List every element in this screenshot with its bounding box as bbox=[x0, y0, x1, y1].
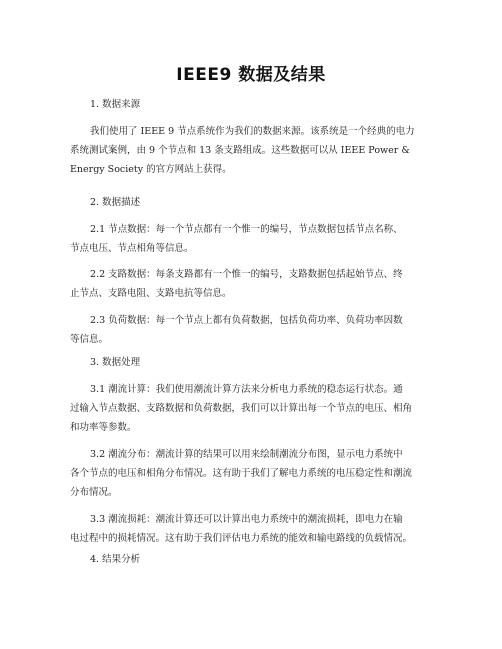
paragraph-line: 3.1 潮流计算：我们使用潮流计算方法来分析电力系统的稳态运行状态。通 bbox=[90, 384, 403, 395]
section-heading-3: 3. 数据处理 bbox=[90, 357, 141, 368]
paragraph-line: 系统测试案例，由 9 个节点和 13 条支路组成。这些数据可以从 IEEE Power & bbox=[70, 145, 410, 156]
paragraph-line: 和功率等参数。 bbox=[70, 422, 137, 433]
paragraph-line: 2.1 节点数据：每一个节点都有一个惟一的编号，节点数据包括节点名称、 bbox=[90, 224, 403, 235]
paragraph-line: 过输入节点数据、支路数据和负荷数据，我们可以计算出每一个节点的电压、相角 bbox=[70, 403, 413, 414]
section-3-1-paragraph bbox=[70, 380, 440, 437]
paragraph-line: 2.3 负荷数据：每一个节点上都有负荷数据，包括负荷功率、负荷功率因数 bbox=[90, 315, 403, 326]
paragraph-line: 3.3 潮流损耗：潮流计算还可以计算出电力系统中的潮流损耗，即电力在输 bbox=[90, 514, 403, 525]
section-2-2-paragraph bbox=[70, 265, 440, 303]
section-heading-1: 1. 数据来源 bbox=[90, 99, 141, 110]
section-heading-4: 4. 结果分析 bbox=[90, 554, 141, 565]
paragraph-line: Energy Society 的官方网站上获得。 bbox=[70, 164, 232, 175]
paragraph-line: 各个节点的电压和相角分布情况。这有助于我们了解电力系统的电压稳定性和潮流 bbox=[70, 468, 413, 479]
section-3-2-paragraph bbox=[70, 445, 440, 502]
paragraph-line: 节点电压、节点相角等信息。 bbox=[70, 243, 194, 254]
paragraph-line: 2.2 支路数据：每条支路都有一个惟一的编号，支路数据包括起始节点、终 bbox=[90, 269, 403, 280]
paragraph-line: 电过程中的损耗情况。这有助于我们评估电力系统的能效和输电路线的负载情况。 bbox=[70, 533, 413, 544]
paragraph-line: 等信息。 bbox=[70, 334, 109, 345]
paragraph-line: 3.2 潮流分布：潮流计算的结果可以用来绘制潮流分布图，显示电力系统中 bbox=[90, 449, 403, 460]
paragraph-line: 止节点、支路电阻、支路电抗等信息。 bbox=[70, 288, 232, 299]
section-2-3-paragraph bbox=[70, 311, 440, 349]
document-title: IEEE9 数据及结果 bbox=[176, 65, 326, 85]
section-heading-2: 2. 数据描述 bbox=[90, 197, 141, 208]
paragraph-line: 我们使用了 IEEE 9 节点系统作为我们的数据来源。该系统是一个经典的电力 bbox=[90, 126, 415, 137]
section-3-3-paragraph bbox=[70, 510, 440, 548]
section-2-1-paragraph bbox=[70, 220, 440, 258]
section-1-paragraph bbox=[70, 122, 440, 179]
paragraph-line: 分布情况。 bbox=[70, 487, 118, 498]
